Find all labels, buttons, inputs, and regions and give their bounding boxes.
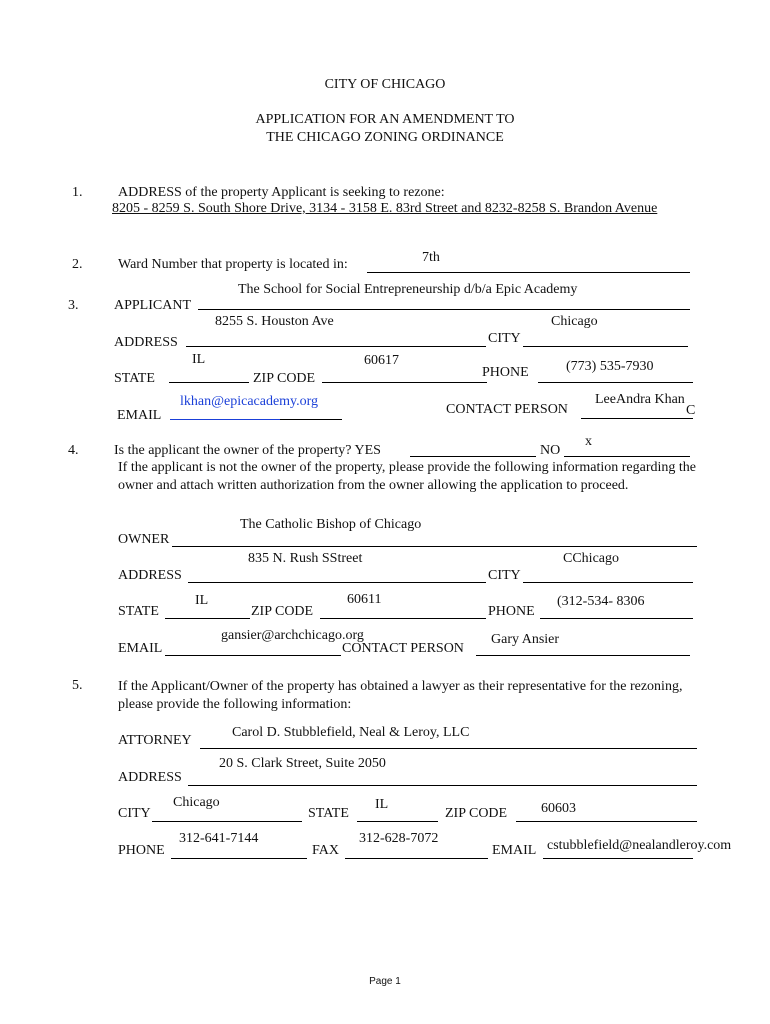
owner-contact-label: CONTACT PERSON [342,641,464,656]
owner-phone-value: (312-534- 8306 [557,594,645,609]
owner-city-value: CChicago [563,551,619,566]
q3-number: 3. [68,298,79,313]
applicant-city-field[interactable] [523,331,688,347]
attorney-city-label: CITY [118,806,151,821]
attorney-label: ATTORNEY [118,733,192,748]
q1-number: 1. [72,185,83,200]
owner-state-label: STATE [118,604,159,619]
attorney-value: Carol D. Stubblefield, Neal & Leroy, LLC [232,725,470,740]
q4-question: Is the applicant the owner of the property? YES [114,443,381,458]
q2-ward-value: 7th [422,250,440,265]
owner-value: The Catholic Bishop of Chicago [240,517,422,532]
q1-label: ADDRESS of the property Applicant is seeking to rezone: [118,185,445,200]
applicant-phone-label: PHONE [482,365,529,380]
attorney-fax-value: 312-628-7072 [359,831,439,846]
owner-zip-label: ZIP CODE [251,604,314,619]
page-number: Page 1 [369,976,401,987]
owner-zip-field[interactable] [320,603,486,619]
attorney-state-label: STATE [308,806,349,821]
owner-address-value: 835 N. Rush SStreet [248,551,363,566]
applicant-state-value: IL [192,352,206,367]
applicant-phone-value: (773) 535-7930 [566,359,654,374]
form-title-line1: APPLICATION FOR AN AMENDMENT TO [255,112,515,127]
applicant-state-label: STATE [114,371,155,386]
q4-number: 4. [68,443,79,458]
owner-zip-value: 60611 [347,592,382,607]
applicant-email-value[interactable]: lkhan@epicacademy.org [180,394,319,409]
owner-label: OWNER [118,532,170,547]
attorney-address-field[interactable] [188,770,697,786]
owner-field[interactable] [172,531,697,547]
q2-label: Ward Number that property is located in: [118,257,348,272]
q4-no-value: x [585,434,592,449]
q4-instructions: If the applicant is not the owner of the property, please provide the following information regarding the owner and attach written authorization from the owner allowing the application to proceed. [118,460,696,493]
q2-ward-field[interactable] [367,257,690,273]
q4-yes-field[interactable] [410,441,536,457]
owner-city-label: CITY [488,568,521,583]
owner-contact-value: Gary Ansier [491,632,560,647]
applicant-address-label: ADDRESS [114,335,178,350]
owner-city-field[interactable] [523,567,693,583]
attorney-state-field[interactable] [357,806,438,822]
attorney-address-label: ADDRESS [118,770,182,785]
applicant-city-value: Chicago [551,314,598,329]
applicant-value: The School for Social Entrepreneurship d/b/a Epic Academy [238,282,578,297]
applicant-contact-value: LeeAndra Khan [595,392,685,407]
applicant-zip-value: 60617 [364,353,399,368]
applicant-address-value: 8255 S. Houston Ave [215,314,334,329]
attorney-email-label: EMAIL [492,843,537,858]
applicant-zip-label: ZIP CODE [253,371,316,386]
attorney-phone-value: 312-641-7144 [179,831,259,846]
applicant-email-label: EMAIL [117,408,162,423]
owner-state-value: IL [195,593,209,608]
q4-no-label: NO [540,443,561,458]
q4-no-field[interactable] [564,441,690,457]
attorney-zip-label: ZIP CODE [445,806,508,821]
owner-address-label: ADDRESS [118,568,182,583]
owner-email-label: EMAIL [118,641,163,656]
city-heading: CITY OF CHICAGO [324,77,446,92]
q2-number: 2. [72,257,83,272]
form-title-line2: THE CHICAGO ZONING ORDINANCE [266,130,504,145]
attorney-zip-value: 60603 [541,801,576,816]
owner-address-field[interactable] [188,567,486,583]
q1-address-value[interactable]: 8205 - 8259 S. South Shore Drive, 3134 - 3158 E. 83rd Street and 8232-8258 S. Brandon Avenue [112,201,658,216]
applicant-city-label: CITY [488,331,521,346]
attorney-state-value: IL [375,797,389,812]
owner-phone-label: PHONE [488,604,535,619]
attorney-city-value: Chicago [173,795,220,810]
attorney-email-value: cstubblefield@nealandleroy.com [547,838,732,853]
applicant-contact-label: CONTACT PERSON [446,402,568,417]
q5-number: 5. [72,678,83,693]
owner-email-value: gansier@archchicago.org [221,628,364,643]
applicant-zip-field[interactable] [322,367,487,383]
applicant-label: APPLICANT [114,298,192,313]
attorney-phone-label: PHONE [118,843,165,858]
attorney-address-value: 20 S. Clark Street, Suite 2050 [219,756,386,771]
applicant-contact-extra: C [686,403,696,418]
applicant-address-field[interactable] [186,331,486,347]
q5-instructions: If the Applicant/Owner of the property has obtained a lawyer as their representative for the rezoning, please provide the following information: [118,679,683,712]
applicant-state-field[interactable] [169,367,249,383]
attorney-fax-label: FAX [312,843,339,858]
